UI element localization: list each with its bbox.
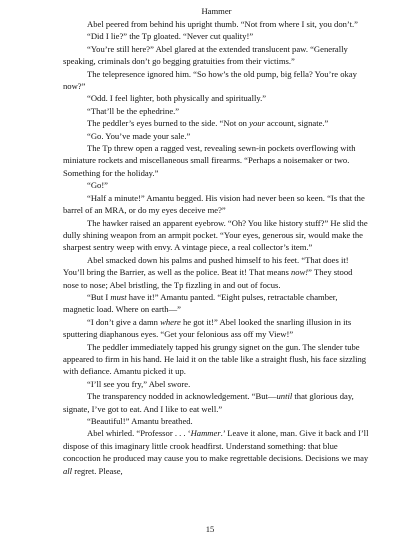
text-run: The telepresence ignored him. “So how’s the old pump, big fella? You’re okay now?” — [63, 68, 357, 92]
text-run: “Go. You’ve made your sale.” — [87, 130, 191, 141]
text-run: Abel smacked down his palms and pushed himself to his feet. “That does it! You’ll bring the Barrier, as well as the police. Beat it! That means — [63, 254, 349, 278]
italic-text: must — [110, 291, 127, 302]
paragraph — [63, 92, 370, 104]
paragraph — [63, 30, 370, 42]
paragraph — [63, 117, 370, 129]
text-run: “That’ll be the ephedrine.” — [87, 105, 180, 116]
text-run: “I don’t give a damn — [87, 316, 161, 327]
text-run: that glorious day, signate, I’ve got to eat. And I like to eat well.” — [63, 391, 354, 414]
paragraph — [63, 316, 370, 341]
text-run: Abel whirled. “Professor . . . ‘ — [87, 428, 191, 439]
text-run: “I’ll see you fry,” Abel swore. — [87, 378, 191, 389]
paragraph — [63, 192, 370, 217]
text-run: The peddler immediately tapped his grungy signet on the gun. The slender tube appeared to firm in his hand. He laid it on the table like a straight flush, his face sizzling with defiance. Amantu picked it up. — [63, 341, 367, 377]
paragraph — [63, 427, 370, 477]
paragraph — [63, 130, 370, 142]
text-run: he got it!” Abel looked the snarling illusion in its sputtering diaphanous eyes. “Get your felonious ass off my View!” — [63, 316, 352, 340]
text-run: “But I — [87, 291, 111, 302]
italic-text: until — [276, 391, 293, 402]
paragraph — [63, 415, 370, 427]
running-header: Hammer — [201, 6, 232, 16]
text-run: “Go!” — [87, 180, 108, 191]
italic-text: where — [160, 316, 181, 327]
text-run: .’ Leave it alone, man. Give it back and I’ll dispose of this imaginary little crook headfirst. Understand something: that blue concoction he produced may cause you to make regrettable decisions. Decisions we may — [63, 428, 369, 464]
text-run: The hawker raised an apparent eyebrow. “Oh? You like history stuff?” He slid the dully shining weapon from an armpit pocket. “Your eyes, generous sir, would make the sharpest sentry weep with envy. A vintage piece, a real collector’s item.” — [63, 217, 368, 253]
paragraph — [63, 142, 370, 179]
paragraph — [63, 254, 370, 291]
paragraph — [63, 105, 370, 117]
paragraph — [63, 68, 370, 93]
italic-text: now! — [290, 267, 309, 278]
text-run: “Did I lie?” the Tp gloated. “Never cut quality!” — [87, 31, 254, 42]
paragraph — [63, 43, 370, 68]
text-run: ” They stood nose to nose; Abel bristling, the Tp fizzling in and out of focus. — [63, 267, 353, 290]
text-run: “You’re still here?” Abel glared at the extended translucent paw. “Generally speaking, criminals don’t go begging gratuities from their victims.” — [63, 43, 348, 67]
page-number: 15 — [205, 524, 215, 534]
text-run: Abel peered from behind his upright thumb. “Not from where I sit, you don’t.” — [87, 19, 358, 29]
text-run: The peddler’s eyes burned to the side. “Not on — [87, 118, 250, 129]
paragraph — [63, 390, 370, 415]
text-run: account, signate.” — [264, 118, 329, 129]
text-run: The Tp threw open a ragged vest, revealing sewn-in pockets overflowing with miniature rockets and miscellaneous small firearms. “Perhaps a noisemaker or two. Something for the holiday.” — [63, 143, 356, 178]
text-run: The transparency nodded in acknowledgement. “But— — [87, 391, 277, 402]
paragraph — [63, 291, 370, 316]
paragraph — [63, 217, 370, 254]
paragraph — [63, 341, 370, 378]
text-run: “Half a minute!” Amantu begged. His vision had never been so keen. “Is that the barrel of an MRA, or do my eyes deceive me?” — [63, 192, 365, 216]
paragraph — [63, 179, 370, 191]
italic-text: Hammer — [190, 428, 221, 439]
italic-text: all — [63, 465, 73, 476]
paragraph — [63, 378, 370, 390]
italic-text: your — [249, 118, 265, 129]
text-run: regret. Please, — [72, 465, 123, 476]
body-text — [63, 18, 370, 477]
text-run: have it!” Amantu panted. “Eight pulses, retractable chamber, magnetic load. Where on earth—” — [63, 291, 338, 315]
paragraph — [63, 18, 370, 30]
text-run: “Beautiful!” Amantu breathed. — [87, 416, 193, 426]
text-run: “Odd. I feel lighter, both physically and spiritually.” — [87, 93, 267, 104]
